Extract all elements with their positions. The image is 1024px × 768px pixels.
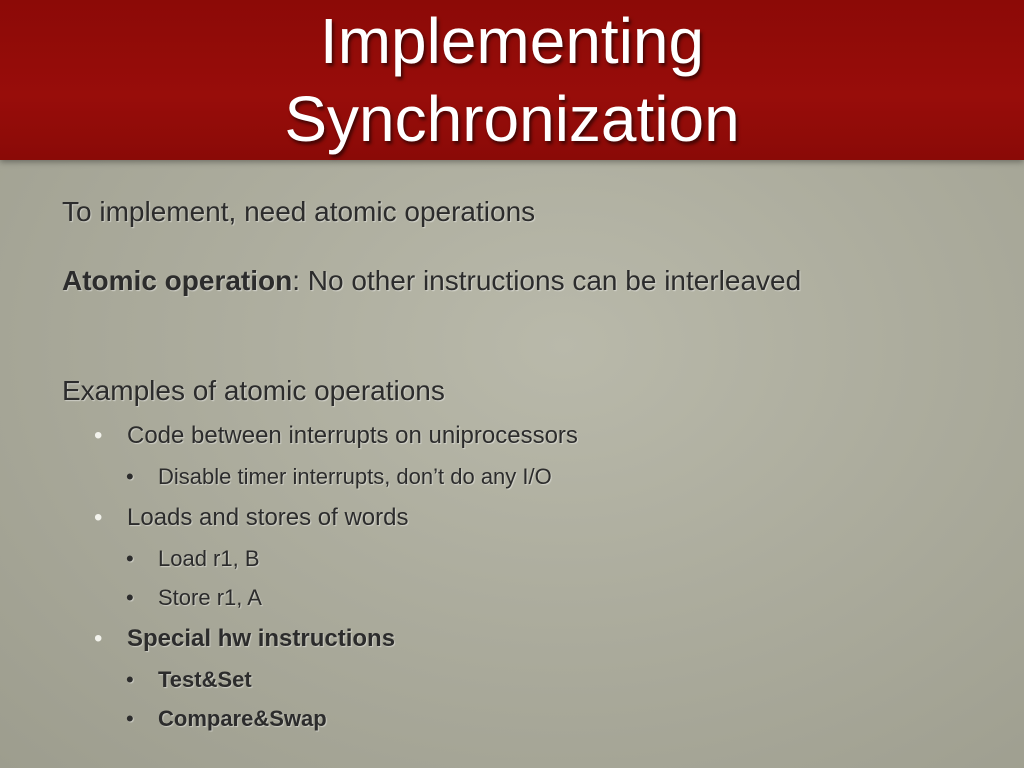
sub-list-item bbox=[126, 705, 327, 733]
bullet-icon: • bbox=[126, 706, 134, 731]
title-line-2: Synchronization bbox=[284, 83, 740, 155]
bullet-icon: • bbox=[94, 422, 103, 449]
bullet-icon: • bbox=[126, 585, 134, 610]
sub-list-item-label: Store r1, A bbox=[158, 585, 262, 610]
list-item-label: Code between interrupts on uniprocessors bbox=[127, 422, 578, 449]
sub-list-item bbox=[126, 463, 552, 491]
list-item-label: Special hw instructions bbox=[127, 625, 396, 652]
sub-list-item-label: Load r1, B bbox=[158, 546, 260, 571]
paragraph-2 bbox=[62, 260, 822, 301]
bullet-icon: • bbox=[126, 546, 134, 571]
title-line-1: Implementing bbox=[319, 5, 705, 77]
sub-list-item-label: Test&Set bbox=[158, 667, 252, 692]
atomic-operation-term: Atomic operation bbox=[62, 265, 293, 296]
list-item bbox=[94, 421, 578, 451]
paragraph-3: Examples of atomic operations bbox=[62, 375, 445, 406]
list-item bbox=[94, 503, 409, 533]
list-item bbox=[94, 624, 395, 654]
bullet-icon: • bbox=[94, 504, 103, 531]
paragraph-1: To implement, need atomic operations bbox=[62, 196, 536, 227]
bullet-icon: • bbox=[126, 667, 134, 692]
sub-list-item bbox=[126, 666, 252, 694]
bullet-icon: • bbox=[94, 625, 103, 652]
sub-list-item bbox=[126, 545, 260, 573]
bullet-icon: • bbox=[126, 464, 134, 489]
list-item-label: Loads and stores of words bbox=[127, 504, 409, 531]
sub-list-item-label: Compare&Swap bbox=[158, 706, 327, 731]
atomic-operation-definition: : No other instructions can be interleaved bbox=[292, 265, 802, 296]
sub-list-item bbox=[126, 584, 262, 612]
sub-list-item-label: Disable timer interrupts, don’t do any I/O bbox=[158, 464, 552, 489]
